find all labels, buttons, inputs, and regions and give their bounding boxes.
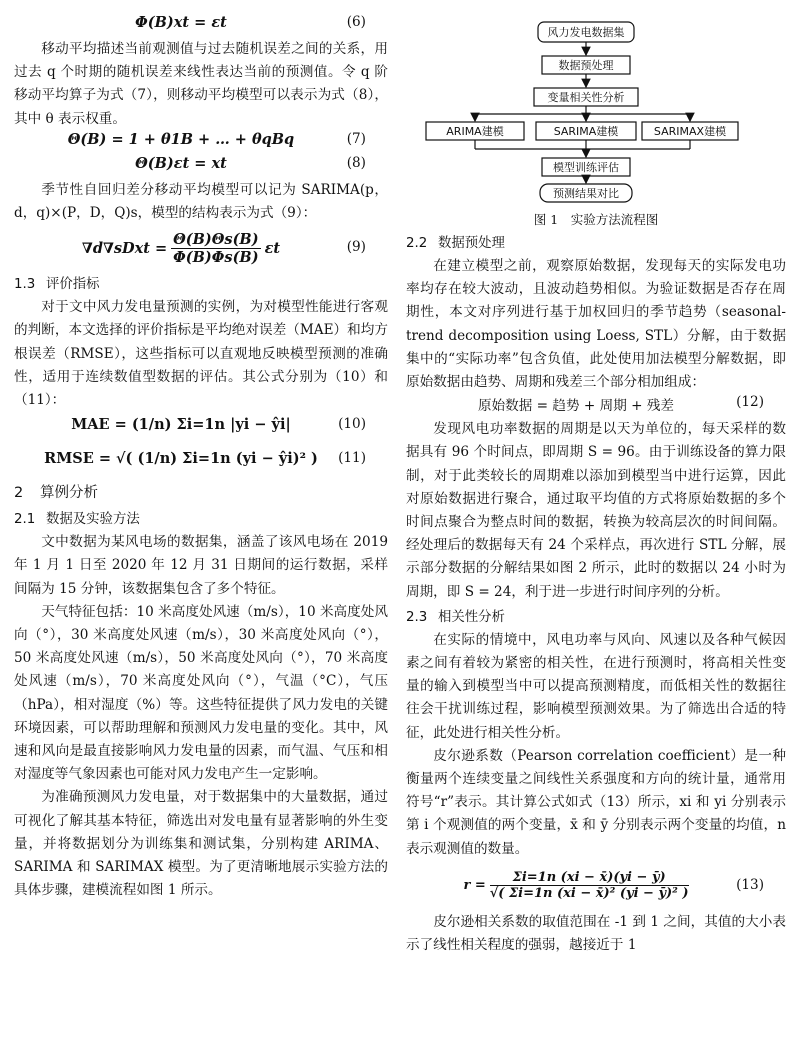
equation-13-numerator: Σi=1n (xi − x̄)(yi − ȳ) bbox=[490, 870, 689, 886]
section-2-title: 算例分析 bbox=[40, 485, 98, 502]
equation-11 bbox=[14, 444, 388, 478]
equation-8 bbox=[14, 155, 388, 179]
equation-12 bbox=[406, 394, 786, 418]
flow-label-dataset: 风力发电数据集 bbox=[547, 26, 625, 39]
equation-13-number: (13) bbox=[736, 876, 764, 893]
equation-10 bbox=[14, 416, 388, 444]
paragraph-sarima: 季节性自回归差分移动平均模型可以记为 SARIMA(p，d，q)×(P，D，Q)s，模型的结构表示为式（9）： bbox=[14, 181, 388, 222]
paragraph-weather-features: 天气特征包括：10 米高度处风速（m/s），10 米高度处风向（°），30 米高度处风速（m/s），30 米高度处风向（°），50 米高度处风速（m/s），50 米高度处风向（°），70 米高度处风速（m/s），70 米高度处风向（°），气温（°C），气压（hPa），相对湿度（%）等。这些特征提供了风力发电的关键环境因素，可以帮助理解和预测风力发电量的变化。其中，风速和风向是最直接影响风力发电量的因素，而气温、气压和相对湿度等气象因素也可能对风力发电产生一定影响。 bbox=[14, 603, 388, 783]
section-1-3-heading bbox=[14, 273, 388, 296]
section-2-3-heading bbox=[406, 606, 786, 629]
paragraph-correlation: 在实际的情境中，风电功率与风向、风速以及各种气候因素之间有着较为紧密的相关性，在进行预测时，将高相关性变量的输入到模型当中可以提高预测精度，而低相关性的数据往往会干扰训练过程，影响模型预测效果。为了筛选出合适的特征，此处进行相关性分析。 bbox=[406, 631, 786, 741]
equation-9-number: (9) bbox=[346, 239, 366, 256]
equation-6-formula: Φ(B)xt = εt bbox=[135, 14, 227, 31]
paragraph-range: 皮尔逊相关系数的取值范围在 -1 到 1 之间，其值的大小表示了线性相关程度的强弱，越接近于 1 bbox=[406, 913, 786, 954]
equation-9 bbox=[14, 225, 388, 271]
equation-9-tail: εt bbox=[264, 239, 281, 257]
section-2-2-heading bbox=[406, 232, 786, 255]
paragraph-preprocessing: 在建立模型之前，观察原始数据，发现每天的实际发电功率均存在较大波动，且波动趋势相似。为验证数据是否存在周期性，本文对序列进行基于加权回归的季节趋势（seasonal-trend decomposition using Loess, STL）分解，由于数据集中的“实际功率”包含负值，此处使用加法模型分解数据，即原始数据由趋势、周期和残差三个部分相加组成： bbox=[406, 258, 786, 391]
section-1-3-number: 1.3 bbox=[14, 277, 36, 293]
equation-9-fraction bbox=[171, 231, 260, 266]
equation-8-formula: Θ(B)εt = xt bbox=[135, 154, 227, 172]
paragraph-method: 为准确预测风力发电量，对于数据集中的大量数据，通过可视化了解其基本特征，筛选出对发电量有显著影响的外生变量，并将数据划分为训练集和测试集，分别构建 ARIMA、SARIMA 和 SARIMAX 模型。为了更清晰地展示实验方法的具体步骤，建模流程如图 1 所示。 bbox=[14, 789, 388, 899]
section-2-heading bbox=[14, 480, 388, 506]
equation-9-denominator: Φ(B)Φs(B) bbox=[173, 248, 259, 266]
equation-8-number: (8) bbox=[346, 154, 366, 171]
paragraph-period: 发现风电功率数据的周期是以天为单位的，每天采样的数据具有 96 个时间点，即周期 S = 96。由于训练设备的算力限制，对于此类较长的周期难以添加到模型当中进行运算，因此对原始数据进行聚合，通过取平均值的方式将原始数据的多个时间点聚合为整点时间的数据，转换为较高层次的时间间隔。经处理后的数据每天有 24 个采样点，再次进行 STL 分解，展示部分数据的分解结果如图 2 所示，此时的数据以 24 小时为周期，即 S = 24，利于进一步进行时间序列的分析。 bbox=[406, 421, 786, 600]
equation-7-formula: Θ(B) = 1 + θ1B + … + θqBq bbox=[67, 130, 295, 148]
flow-label-preprocess: 数据预处理 bbox=[558, 59, 614, 72]
section-2-2-title: 数据预处理 bbox=[438, 236, 505, 251]
right-column bbox=[406, 14, 786, 957]
flowchart bbox=[406, 14, 786, 204]
flow-label-evaluate: 模型训练评估 bbox=[553, 161, 619, 174]
flow-label-correlation: 变量相关性分析 bbox=[547, 91, 625, 104]
flow-label-compare: 预测结果对比 bbox=[553, 187, 619, 200]
equation-13-fraction bbox=[490, 870, 689, 901]
section-2-1-title: 数据及实验方法 bbox=[46, 512, 140, 528]
section-2-2-number: 2.2 bbox=[406, 236, 428, 251]
equation-12-formula: 原始数据 = 趋势 + 周期 + 残差 bbox=[477, 398, 675, 415]
section-2-1-heading bbox=[14, 508, 388, 531]
section-2-number: 2 bbox=[14, 485, 24, 502]
equation-12-number: (12) bbox=[736, 394, 764, 411]
paragraph-moving-average: 移动平均描述当前观测值与过去随机误差之间的关系，用过去 q 个时期的随机误差来线性表达当前的预测值。令 q 阶移动平均算子为式（7），则移动平均模型可以表示为式（8），其中 θ 表示权重。 bbox=[14, 41, 388, 127]
left-column bbox=[14, 14, 388, 902]
section-2-3-title: 相关性分析 bbox=[438, 609, 505, 625]
equation-13-lhs: r = bbox=[463, 878, 486, 894]
equation-7 bbox=[14, 131, 388, 155]
section-2-3-number: 2.3 bbox=[406, 609, 428, 625]
equation-13 bbox=[406, 861, 786, 911]
paragraph-evaluation: 对于文中风力发电量预测的实例，为对模型性能进行客观的判断，本文选择的评价指标是平均绝对误差（MAE）和均方根误差（RMSE），这些指标可以直观地反映模型预测的准确性，适用于连续数值型数据的评估。其公式分别为（10）和（11）： bbox=[14, 299, 388, 409]
equation-9-lhs: ∇d∇sDxt = bbox=[81, 239, 168, 257]
equation-11-formula: RMSE = √( (1/n) Σi=1n (yi − ŷi)² ) bbox=[44, 450, 318, 468]
equation-10-formula: MAE = (1/n) Σi=1n |yi − ŷi| bbox=[71, 416, 291, 434]
equation-10-number: (10) bbox=[338, 416, 366, 433]
equation-11-number: (11) bbox=[338, 450, 366, 467]
equation-6 bbox=[14, 14, 388, 38]
flow-label-sarimax: SARIMAX建模 bbox=[653, 125, 727, 138]
equation-7-number: (7) bbox=[346, 130, 366, 147]
equation-6-number: (6) bbox=[346, 14, 366, 30]
figure-1-caption: 图 1 实验方法流程图 bbox=[533, 212, 659, 227]
flow-label-arima: ARIMA建模 bbox=[446, 125, 504, 138]
paragraph-pearson: 皮尔逊系数（Pearson correlation coefficient）是一种衡量两个连续变量之间线性关系强度和方向的统计量，通常用符号“r”表示。其计算公式如式（13）所示，xi 和 yi 分别表示第 i 个观测值的两个变量，x̄ 和 ȳ 分别表示两个变量的均值，n 表示观测值的数量。 bbox=[406, 747, 786, 857]
section-2-1-number: 2.1 bbox=[14, 512, 36, 528]
equation-9-numerator: Θ(B)Θs(B) bbox=[173, 230, 259, 248]
paragraph-dataset: 文中数据为某风电场的数据集，涵盖了该风电场在 2019 年 1 月 1 日至 2020 年 12 月 31 日期间的运行数据，采样间隔为 15 分钟，该数据集包含了多个特征。 bbox=[14, 534, 388, 597]
equation-13-denominator: √( Σi=1n (xi − x̄)² (yi − ȳ)² ) bbox=[489, 886, 689, 902]
section-1-3-title: 评价指标 bbox=[46, 277, 100, 293]
flow-label-sarima: SARIMA建模 bbox=[553, 125, 619, 138]
